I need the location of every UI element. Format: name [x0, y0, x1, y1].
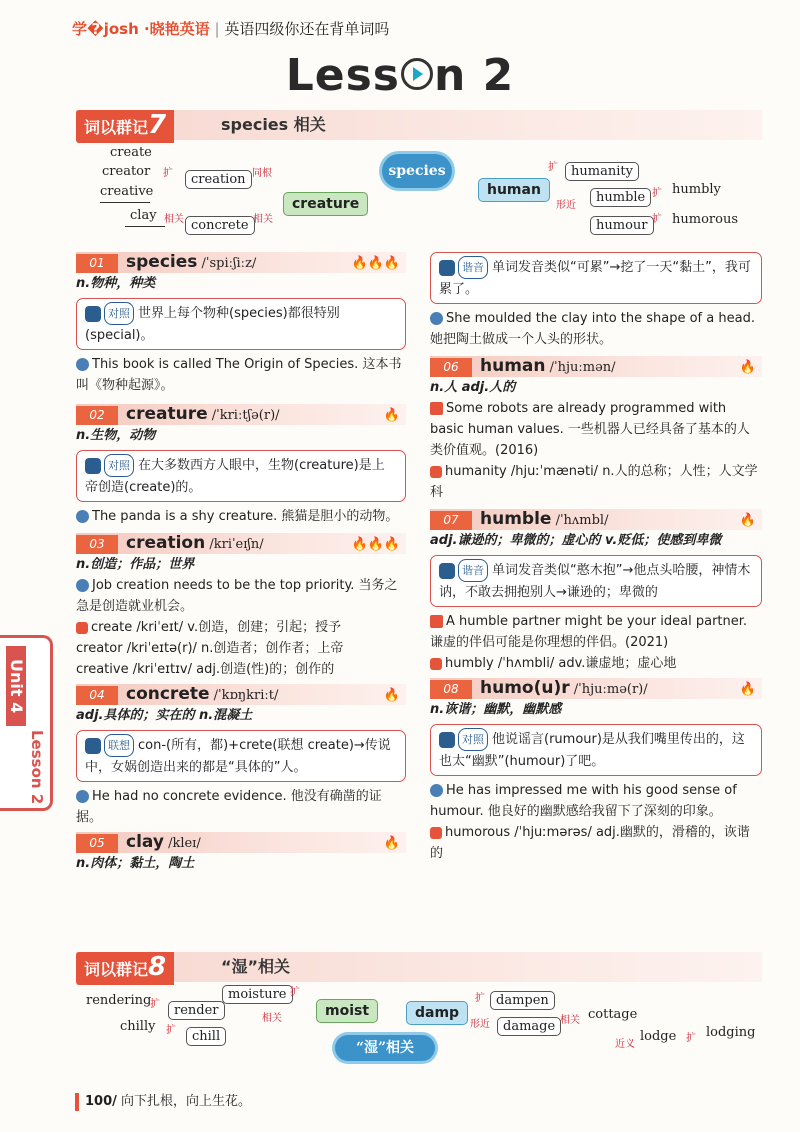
mm-kuo4: 扩 [652, 214, 662, 225]
entry-03-def: n.创造；作品；世界 [76, 557, 195, 572]
entry-03-head: 03 creation /kriˈeɪʃn/ 🔥🔥🔥 [76, 533, 406, 554]
entry-07-def: adj.谦逊的；卑微的；虚心的 v.贬低；使感到卑微 [430, 533, 722, 548]
entry-07-kuo: humbly /ˈhʌmbli/ adv.谦虚地；虚心地 [430, 653, 762, 674]
entry-02-note: 对照 在大多数西方人眼中，生物(creature)是上帝创造(create)的。 [76, 450, 406, 502]
fire-icon: 🔥🔥🔥 [351, 537, 400, 552]
mm8-damage: damage [497, 1017, 561, 1036]
side-lesson: Lesson 2 [28, 730, 46, 805]
mindmap-7 [0, 140, 800, 240]
entry-03-kuo3: creative /kriˈeɪtɪv/ adj.创造(性)的；创作的 [76, 662, 335, 677]
mm-humble: humble [590, 188, 651, 207]
group8-tag: 词以群记8 [76, 952, 174, 985]
entry-07-head: 07 humble /ˈhʌmbl/ 🔥 [430, 509, 762, 530]
example-icon [76, 358, 89, 371]
mm-xiangguan: 相关 [164, 214, 184, 225]
memo-icon [439, 732, 455, 748]
side-unit: Unit 4 [6, 646, 26, 726]
play-icon[interactable] [401, 58, 433, 90]
mm8-center: “湿”相关 [335, 1035, 435, 1061]
mm8-jinyi: 近义 [615, 1039, 635, 1050]
mm-concrete: concrete [185, 216, 255, 235]
mm8-kuo2: 扩 [290, 987, 300, 998]
mm8-damp: damp [406, 1001, 468, 1025]
footer [75, 1090, 251, 1111]
extend-icon [430, 658, 442, 670]
entry-06-kuo: humanity /hjuːˈmænəti/ n.人的总称；人性；人文学科 [430, 464, 758, 500]
fire-icon: 🔥 [739, 360, 756, 375]
mm-clay: clay [130, 208, 157, 223]
entry-03-example: Job creation needs to be the top priority. 当务之急是创造就业机会。 [76, 578, 398, 614]
mm8-render: render [168, 1001, 225, 1020]
group7-band [76, 110, 762, 140]
entry-05-note: 谐音 单词发音类似“可累”→挖了一天“黏土”，我可累了。 [430, 252, 762, 304]
memo-icon [85, 458, 101, 474]
mm8-kuo5: 扩 [686, 1033, 696, 1044]
group7-tag: 词以群记7 [76, 110, 174, 143]
header-separator: | [214, 20, 220, 38]
entry-08-def: n.诙谐；幽默，幽默感 [430, 702, 562, 717]
memo-icon [85, 306, 101, 322]
exam-icon [430, 402, 443, 415]
example-icon [76, 579, 89, 592]
mindmap-8 [0, 985, 800, 1075]
fire-icon: 🔥🔥🔥 [351, 256, 400, 271]
example-icon [430, 784, 443, 797]
page-number: 100/ [85, 1094, 117, 1109]
entry-08-head: 08 humo(u)r /ˈhjuːmə(r)/ 🔥 [430, 678, 762, 699]
group8-label: “湿”相关 [221, 957, 291, 976]
entry-01-example: This book is called The Origin of Species. 这本书叫《物种起源》。 [76, 357, 402, 393]
mm-create: create [110, 145, 152, 160]
example-icon [76, 790, 89, 803]
entry-03-kuo1: create /kriˈeɪt/ v.创造，创建；引起；授予 [76, 617, 406, 638]
mm8-lodging: lodging [706, 1025, 756, 1040]
fire-icon: 🔥 [739, 513, 756, 528]
mm8-kuo1: 扩 [150, 999, 160, 1010]
memo-icon [439, 260, 455, 276]
header-subtitle: 英语四级你还在背单词吗 [224, 20, 390, 38]
group8-band [76, 952, 762, 982]
mm-kuo3: 扩 [652, 188, 662, 199]
entry-06-example: Some robots are already programmed with basic human values. 一些机器人已经具备了基本的人类价值观。(2016) [430, 401, 750, 458]
entry-05-def: n.肉体；黏土，陶土 [76, 856, 195, 871]
entry-02-def: n.生物，动物 [76, 428, 156, 443]
entry-08-kuo: humorous /ˈhjuːmərəs/ adj.幽默的，滑稽的，诙谐的 [430, 825, 750, 861]
mm8-chilly: chilly [120, 1019, 156, 1034]
mm-xingjin: 形近 [556, 200, 576, 211]
example-icon [430, 312, 443, 325]
mm8-dampen: dampen [490, 991, 555, 1010]
entry-06-head: 06 human /ˈhjuːmən/ 🔥 [430, 356, 762, 377]
fire-icon: 🔥 [383, 688, 400, 703]
entry-08-example: He has impressed me with his good sense of humour. 他良好的幽默感给我留下了深刻的印象。 [430, 783, 737, 819]
entry-04-head: 04 concrete /ˈkɒŋkriːt/ 🔥 [76, 684, 406, 705]
mm-kuo: 扩 [163, 168, 173, 179]
entry-07-note: 谐音 单词发音类似“憨木抱”→他点头哈腰，神情木讷，不敢去拥抱别人→谦逊的；卑微的 [430, 555, 762, 607]
extend-icon [430, 466, 442, 478]
brand: 学�josh ·晓艳英语 [72, 20, 210, 38]
mm-tongyuan: 同根 [252, 168, 272, 179]
mm8-kuo4: 扩 [475, 993, 485, 1004]
mm8-lodge: lodge [640, 1029, 677, 1044]
left-column [76, 252, 406, 874]
mm-human: human [478, 178, 550, 202]
mm8-xiangguan2: 相关 [560, 1015, 580, 1026]
footer-motto: 向下扎根，向上生花。 [121, 1094, 252, 1109]
example-icon [76, 510, 89, 523]
entry-02-head: 02 creature /ˈkriːtʃə(r)/ 🔥 [76, 404, 406, 425]
entry-01-def: n.物种，种类 [76, 276, 156, 291]
mm8-kuo3: 扩 [166, 1025, 176, 1036]
group7-label: species 相关 [221, 115, 326, 134]
entry-05-example: She moulded the clay into the shape of a head. 她把陶土做成一个人头的形状。 [430, 311, 755, 347]
fire-icon: 🔥 [383, 408, 400, 423]
mm8-cottage: cottage [588, 1007, 638, 1022]
mm8-moisture: moisture [222, 985, 293, 1004]
memo-icon [85, 738, 101, 754]
entry-04-note: 联想 con-(所有，都)+crete(联想 create)→传说中，女娲创造出来的都是“具体的”人。 [76, 730, 406, 782]
entry-04-def: adj.具体的；实在的 n.混凝土 [76, 708, 253, 723]
running-header [72, 18, 389, 39]
extend-icon [76, 622, 88, 634]
fire-icon: 🔥 [739, 682, 756, 697]
right-column [430, 252, 762, 864]
entry-01-head: 01 species /ˈspiːʃiːz/ 🔥🔥🔥 [76, 252, 406, 273]
mm-humour: humour [590, 216, 654, 235]
mm-xiangguan2: 相关 [253, 214, 273, 225]
mm-species: species [382, 154, 452, 188]
entry-08-note: 对照 他说谣言(rumour)是从我们嘴里传出的，这也太“幽默”(humour)了吧。 [430, 724, 762, 776]
side-tab [0, 635, 53, 811]
mm-creature: creature [283, 192, 368, 216]
memo-icon [439, 563, 455, 579]
mm8-xiangguan: 相关 [262, 1013, 282, 1024]
entry-04-example: He had no concrete evidence. 他没有确凿的证据。 [76, 789, 382, 825]
exam-icon [430, 615, 443, 628]
mm8-rendering: rendering [86, 993, 152, 1008]
entry-06-def: n.人 adj.人的 [430, 380, 516, 395]
footer-bar [75, 1093, 79, 1111]
fire-icon: 🔥 [383, 836, 400, 851]
entry-02-example: The panda is a shy creature. 熊猫是胆小的动物。 [76, 506, 406, 527]
mm-creator: creator [102, 164, 151, 179]
entry-07-example: A humble partner might be your ideal partner. 谦虚的伴侣可能是你理想的伴侣。(2021) [430, 614, 748, 650]
entry-01-note: 对照 世界上每个物种(species)都很特别(special)。 [76, 298, 406, 350]
mm8-xingjin: 形近 [470, 1019, 490, 1030]
mm8-chill: chill [186, 1027, 226, 1046]
mm-humorous: humorous [672, 212, 738, 227]
entry-03-kuo2: creator /kriˈeɪtə(r)/ n.创造者；创作者；上帝 [76, 641, 344, 656]
page-title: Less n 2 [285, 50, 515, 101]
mm-creation: creation [185, 170, 252, 189]
extend-icon [430, 827, 442, 839]
mm-creative: creative [100, 184, 154, 199]
mm-humanity: humanity [565, 162, 639, 181]
entry-05-head: 05 clay /kleɪ/ 🔥 [76, 832, 406, 853]
mm-humbly: humbly [672, 182, 721, 197]
mm-kuo2: 扩 [548, 162, 558, 173]
mm8-moist: moist [316, 999, 378, 1023]
